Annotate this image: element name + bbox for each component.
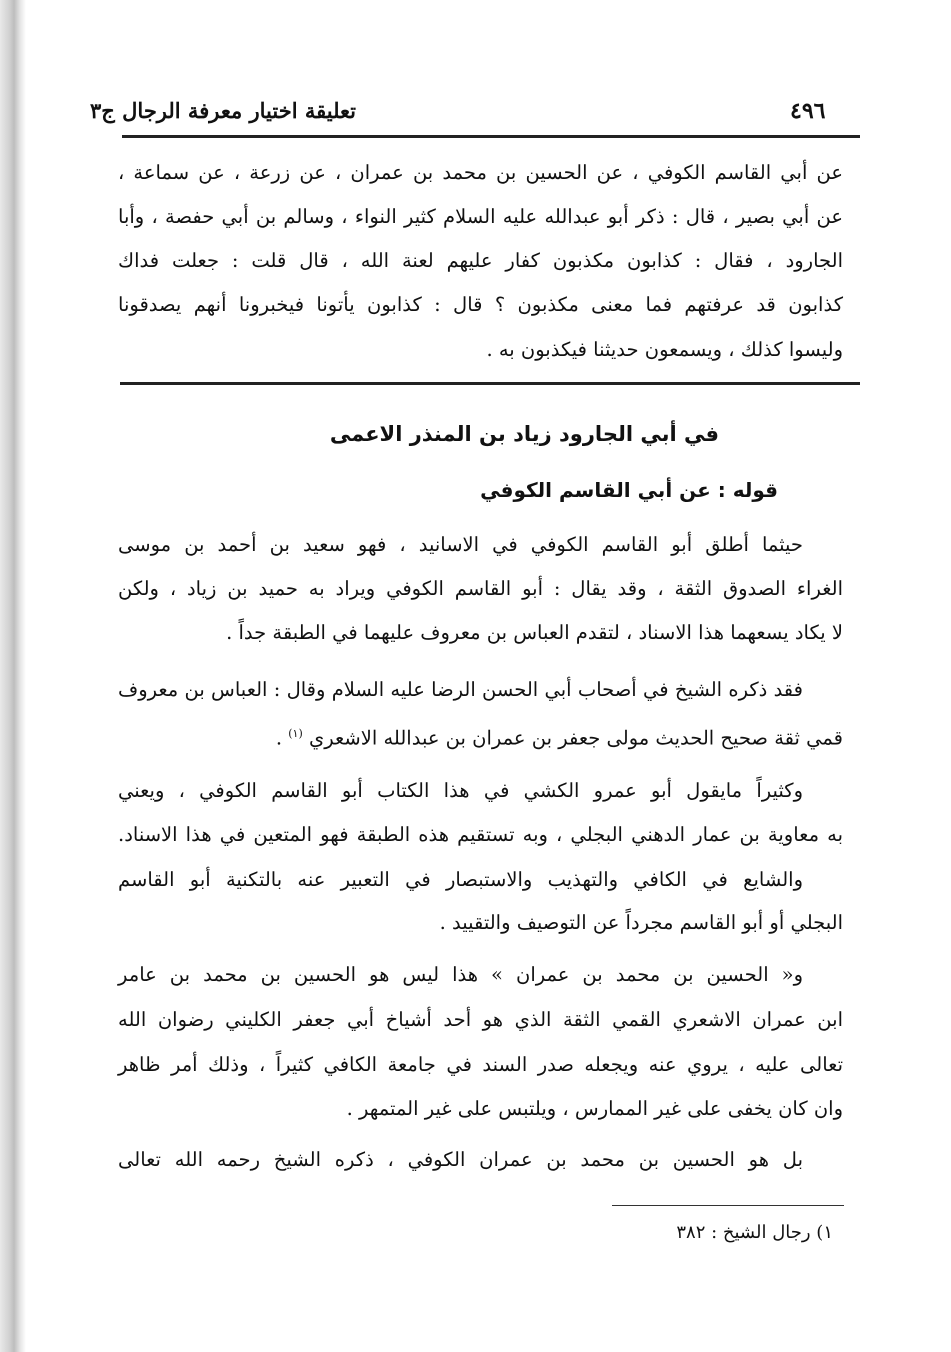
commentary-line: به معاوية بن عمار الدهني البجلي ، وبه تستقيم هذه الطبقة فهو المتعين في هذا الاسناد. — [118, 823, 843, 846]
commentary-text: قمي ثقة صحيح الحديث مولى جعفر بن عمران بن عبدالله الاشعري — [308, 726, 843, 750]
commentary-line: وان كان يخفى على غير الممارس ، ويلتبس على غير المتمهر . — [346, 1097, 843, 1120]
commentary-line: وكثيراً مايقول أبو عمرو الكشي في هذا الكتاب أبو القاسم الكوفي ، ويعني — [118, 779, 803, 802]
commentary-line: البجلي أو أبو القاسم مجرداً عن التوصيف والتقييد . — [439, 911, 843, 934]
commentary-line: حيثما أطلق أبو القاسم الكوفي في الاسانيد ، فهو سعيد بن أحمد بن موسى — [118, 533, 803, 556]
section-subtitle: قوله : عن أبي القاسم الكوفي — [480, 478, 778, 502]
commentary-line — [118, 724, 843, 749]
hadith-line: الجارود ، فقال : كذابون مكذبون كفار عليهم لعنة الله ، قال قلت : جعلت فداك — [118, 249, 843, 272]
commentary-line: فقد ذكره الشيخ في أصحاب أبي الحسن الرضا عليه السلام وقال : العباس بن معروف — [118, 678, 803, 701]
section-title: في أبي الجارود زياد بن المنذر الاعمى — [329, 422, 719, 446]
commentary-line: والشايع في الكافي والتهذيب والاستبصار في التعبير عنه بالتكنية أبو القاسم — [118, 868, 803, 891]
footnote-ref[interactable]: (١) — [288, 727, 303, 740]
hadith-line: عن أبي بصير ، قال : ذكر أبو عبدالله عليه السلام كثير النواء ، وسالم بن أبي حفصة ، وأبا — [118, 205, 843, 228]
footnote: ١) رجال الشيخ : ٣٨٢ — [676, 1222, 833, 1243]
commentary-line: الغراء الصدوق الثقة ، وقد يقال : أبو القاسم الكوفي ويراد به حميد بن زياد ، ولكن — [118, 577, 843, 600]
commentary-line: و« الحسين بن محمد بن عمران » هذا ليس هو الحسين بن محمد بن عامر — [118, 963, 803, 986]
sentence-end: . — [275, 726, 289, 750]
commentary-line: تعالى عليه ، يروي عنه ويجعله صدر السند في جامعة الكافي كثيراً ، وذلك أمر ظاهر — [118, 1053, 843, 1076]
running-title: تعليقة اختيار معرفة الرجال ج٣ — [90, 98, 356, 123]
section-rule — [120, 382, 860, 385]
page-number: ٤٩٦ — [790, 98, 826, 124]
commentary-line: ابن عمران الاشعري القمي الثقة الذي هو أحد أشياخ أبي جعفر الكليني رضوان الله — [118, 1008, 843, 1031]
commentary-line: لا يكاد يسعهما هذا الاسناد ، لتقدم العباس بن معروف عليهما في الطبقة جداً . — [226, 621, 843, 644]
hadith-line: عن أبي القاسم الكوفي ، عن الحسين بن محمد بن عمران ، عن زرعة ، عن سماعة ، — [118, 161, 843, 184]
header-rule — [122, 135, 860, 138]
hadith-line: وليسوا كذلك ، ويسمعون حديثنا فيكذبون به . — [486, 338, 843, 361]
commentary-line: بل هو الحسين بن محمد بن عمران الكوفي ، ذكره الشيخ رحمه الله تعالى — [118, 1148, 803, 1171]
footnote-separator — [612, 1205, 844, 1206]
hadith-line: كذابون قد عرفتهم فما معنى مكذبون ؟ قال : كذابون يأتونا فيخبرونا أنهم يصدقونا — [118, 293, 843, 316]
